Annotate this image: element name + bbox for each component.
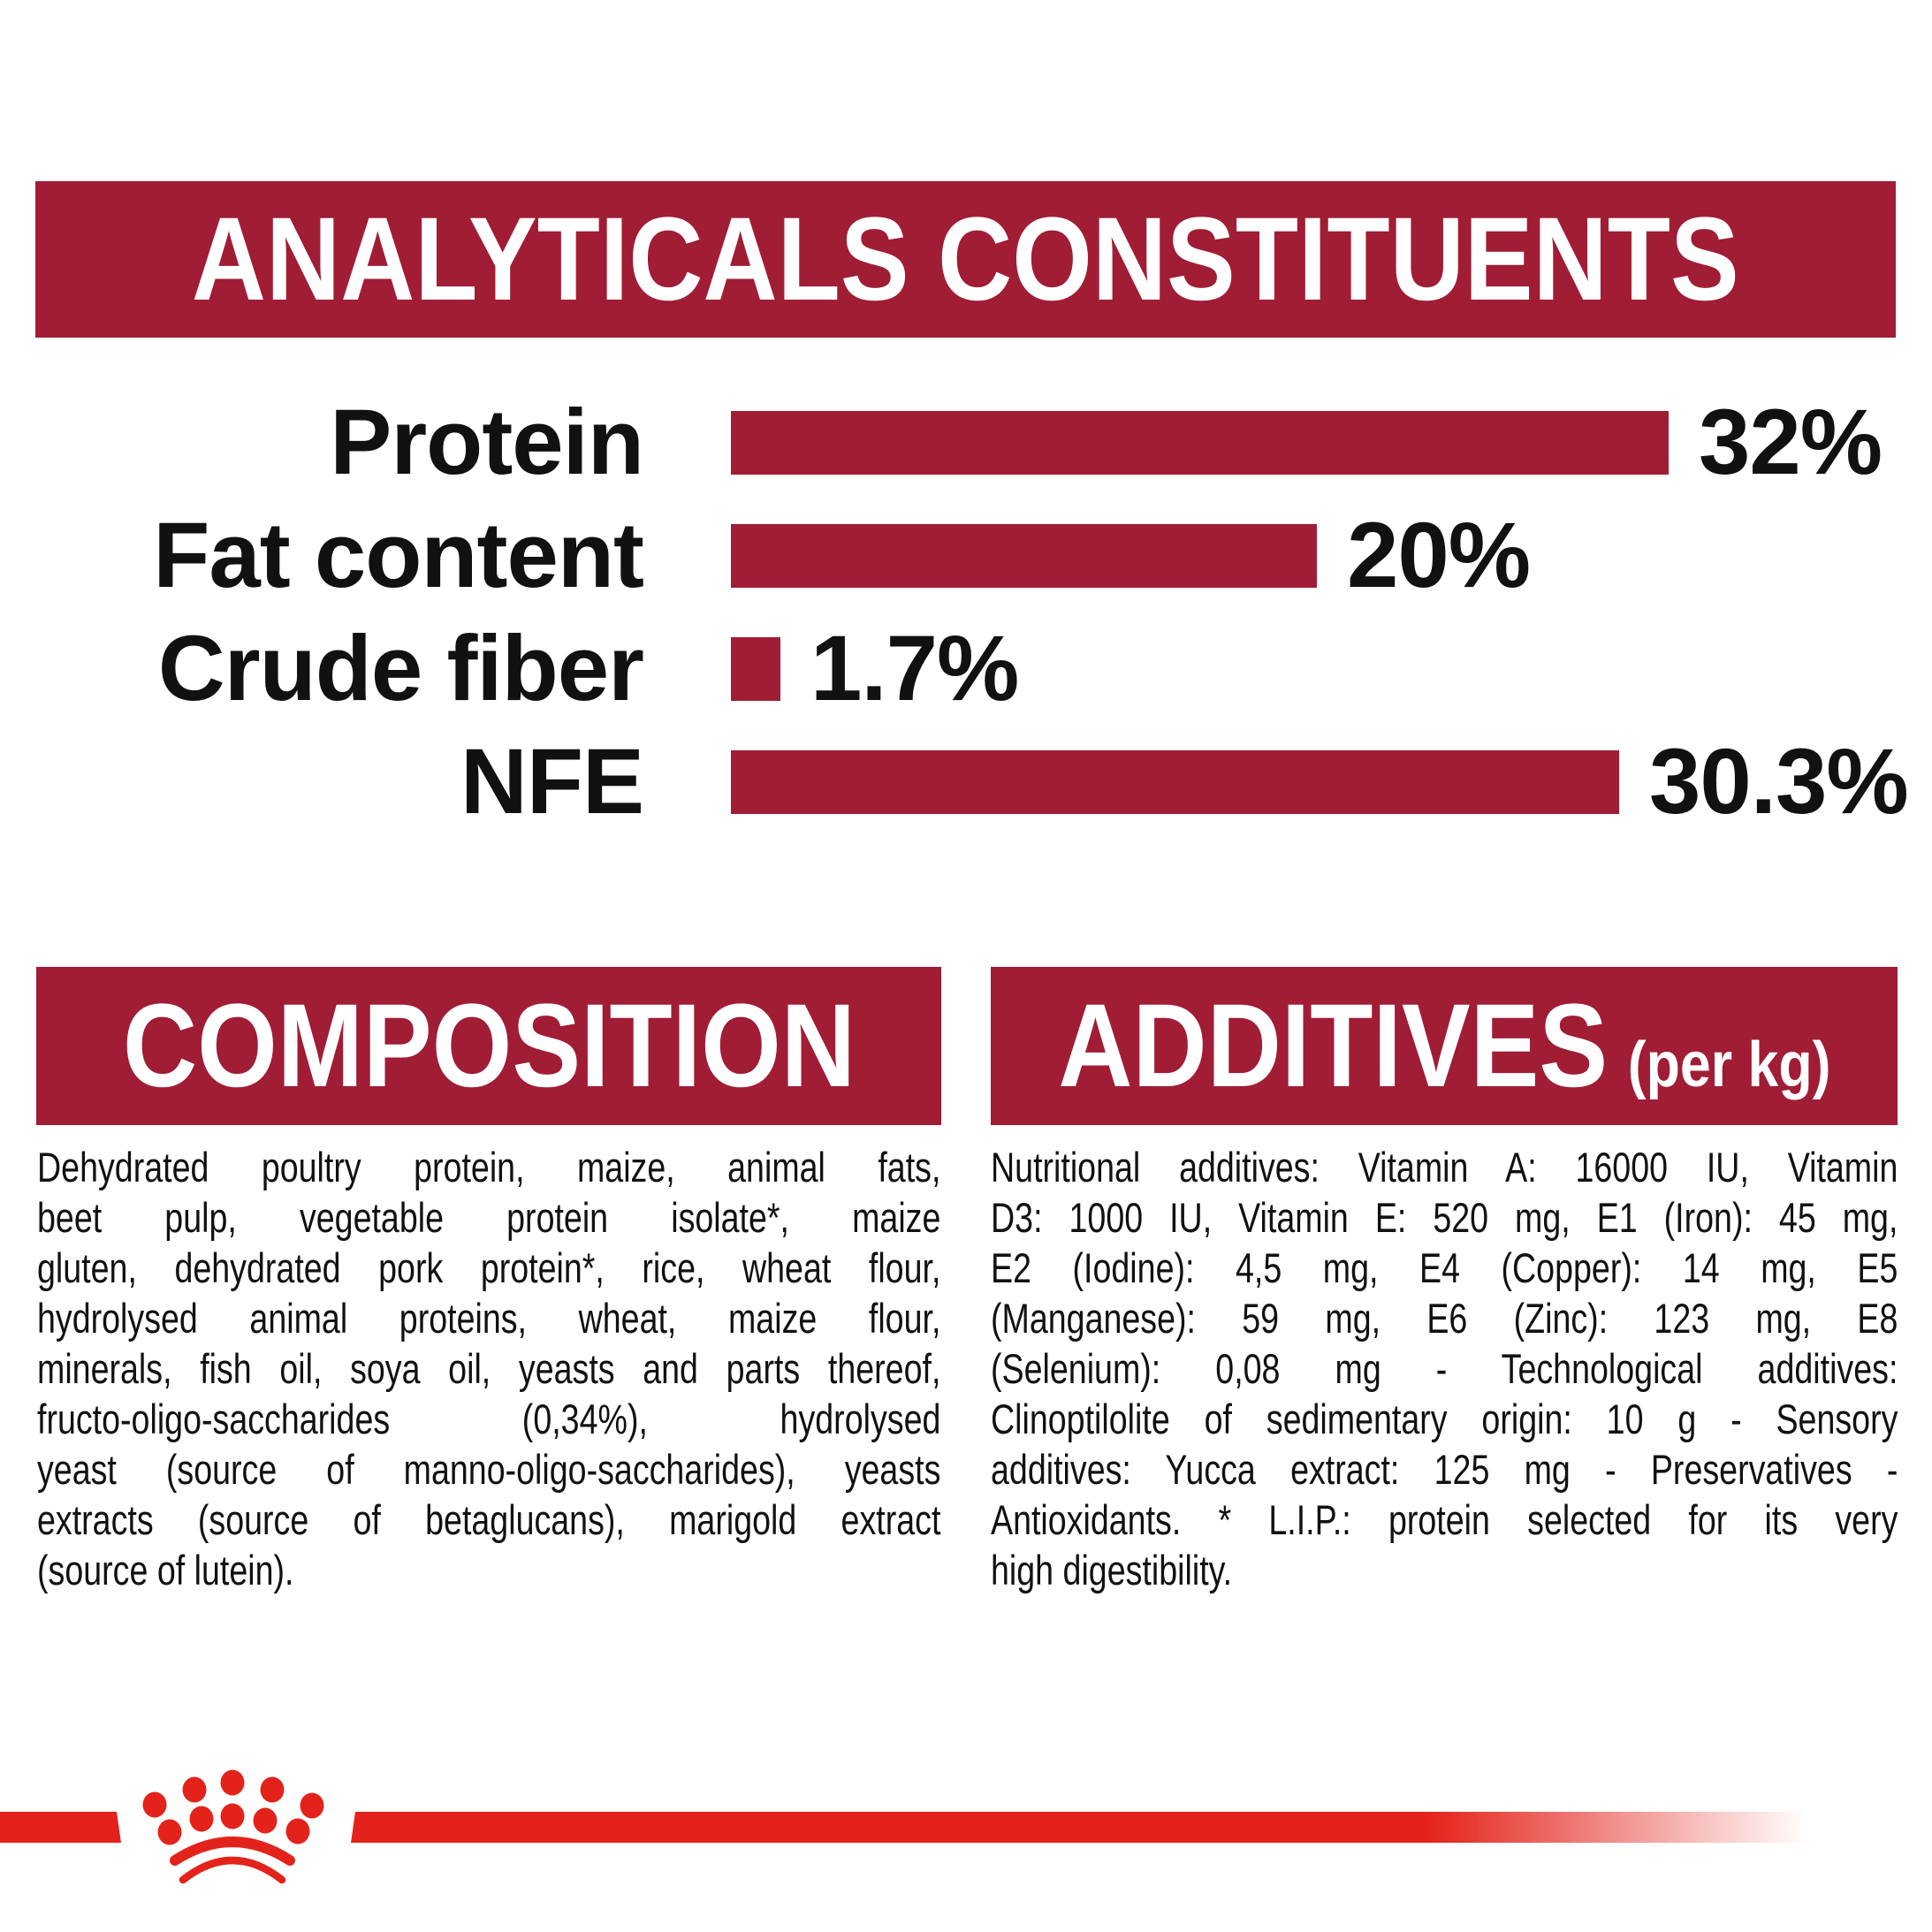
analyticals-banner — [35, 181, 1896, 338]
text-line: minerals, fish oil, soya oil, yeasts and parts thereof, — [37, 1345, 941, 1392]
text-line: Antioxidants. * L.I.P.: protein selected for its very — [991, 1496, 1898, 1543]
chart-bar — [731, 411, 1669, 475]
page-title-text: ANALYTICALS CONSTITUENTS — [192, 193, 1739, 325]
additives-title-suffix: (per kg) — [1627, 1029, 1831, 1100]
footer-rule-right — [351, 1812, 1807, 1843]
text-line: Clinoptilolite of sedimentary origin: 10 g - Sensory — [991, 1396, 1898, 1442]
composition-title — [122, 979, 856, 1112]
additives-text-block — [991, 1142, 1898, 1595]
chart-bar — [731, 524, 1317, 588]
chart-row — [0, 730, 1932, 833]
chart-value-label: 20% — [1347, 504, 1531, 607]
text-line: beet pulp, vegetable protein isolate*, maize — [37, 1194, 941, 1241]
additives-title-text: ADDITIVES — [1057, 979, 1608, 1112]
text-line: Dehydrated poultry protein, maize, animal fats, — [37, 1144, 941, 1190]
composition-banner — [36, 967, 941, 1125]
royal-canin-crown-icon — [137, 1768, 331, 1887]
text-line: high digestibility. — [991, 1547, 1233, 1594]
additives-title — [1057, 979, 1831, 1112]
chart-bar — [731, 637, 780, 701]
chart-row — [0, 504, 1932, 607]
chart-row — [0, 617, 1932, 720]
page-title — [192, 193, 1739, 325]
text-line: gluten, dehydrated pork protein*, rice, wheat flour, — [37, 1244, 941, 1291]
text-line: Nutritional additives: Vitamin A: 16000 IU, Vitamin — [991, 1144, 1898, 1190]
chart-row — [0, 391, 1932, 494]
chart-value-label: 30.3% — [1649, 730, 1908, 833]
text-line: hydrolysed animal proteins, wheat, maize flour, — [37, 1295, 941, 1342]
footer-rule-left — [0, 1812, 121, 1843]
text-line: extracts (source of betaglucans), marigold extract — [37, 1496, 941, 1543]
text-line: (Selenium): 0,08 mg - Technological additives: — [991, 1345, 1898, 1392]
chart-category-label: Protein — [330, 391, 643, 494]
chart-category-label: Crude fiber — [157, 617, 643, 720]
composition-title-text: COMPOSITION — [122, 979, 856, 1112]
composition-text-block — [37, 1142, 940, 1595]
chart-category-label: Fat content — [153, 504, 643, 607]
additives-banner — [991, 967, 1898, 1125]
text-line: (source of lutein). — [37, 1547, 294, 1594]
text-line: D3: 1000 IU, Vitamin E: 520 mg, E1 (Iron): 45 mg, — [991, 1194, 1898, 1241]
text-line: E2 (Iodine): 4,5 mg, E4 (Copper): 14 mg, E5 — [991, 1244, 1898, 1291]
text-line: yeast (source of manno-oligo-saccharides), yeasts — [37, 1446, 941, 1493]
analytical-constituents-bar-chart — [0, 391, 1932, 863]
chart-category-label: NFE — [460, 730, 643, 833]
chart-bar — [731, 750, 1619, 814]
text-line: additives: Yucca extract: 125 mg - Preservatives - — [991, 1446, 1898, 1493]
text-line: fructo-oligo-saccharides (0,34%), hydrolysed — [37, 1396, 941, 1442]
text-line: (Manganese): 59 mg, E6 (Zinc): 123 mg, E8 — [991, 1295, 1898, 1342]
chart-value-label: 1.7% — [810, 617, 1019, 720]
chart-value-label: 32% — [1699, 391, 1883, 494]
